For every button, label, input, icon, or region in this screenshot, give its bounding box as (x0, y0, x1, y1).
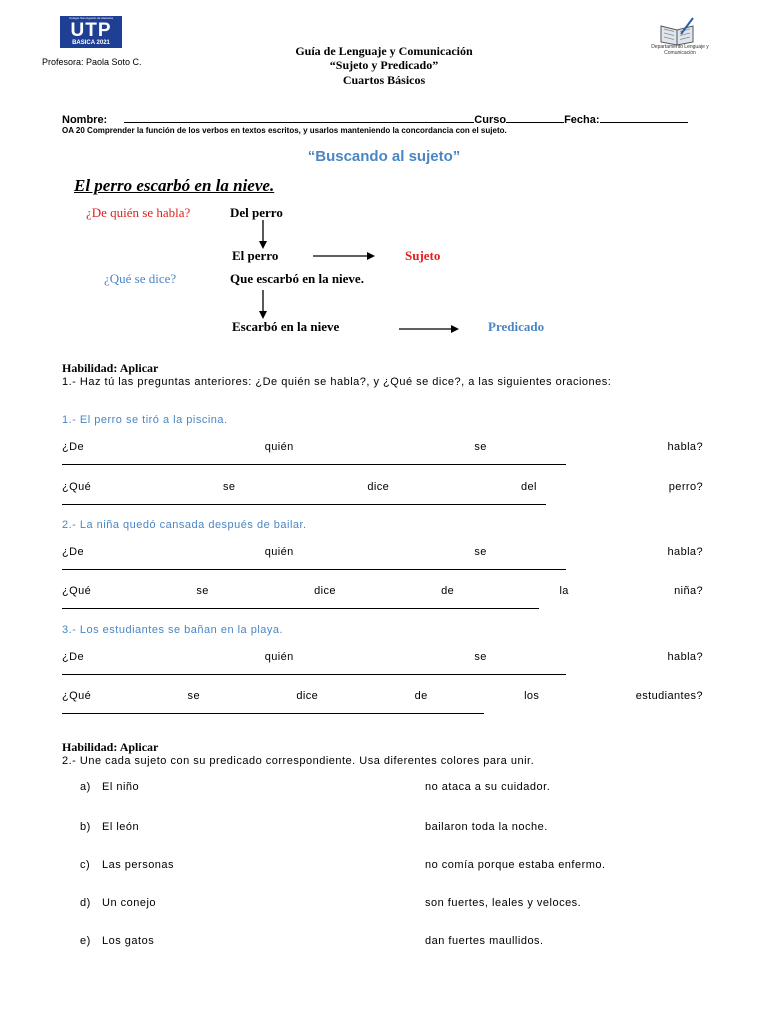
question-who: ¿De quién se habla? (86, 205, 191, 220)
word: ¿Qué (62, 690, 92, 702)
answer-what: Que escarbó en la nieve. (230, 271, 364, 286)
word: de (441, 585, 455, 597)
word: niña? (674, 585, 703, 597)
subject-text: Las personas (102, 859, 175, 871)
word: habla? (667, 441, 703, 453)
right-arrow-icon (313, 250, 377, 262)
word: ¿Qué (62, 481, 92, 493)
section2-instruction: 2.- Une cada sujeto con su predicado correspondiente. Usa diferentes colores para unir. (62, 755, 535, 767)
word: ¿Qué (62, 585, 92, 597)
question-what: ¿Qué se dice? (104, 271, 177, 286)
predicate-item-3[interactable]: no comía porque estaba enfermo. (425, 859, 606, 871)
word: se (196, 585, 209, 597)
sentence-2: 2.- La niña quedó cansada después de bailar. (62, 519, 307, 531)
curso-field[interactable] (506, 112, 564, 123)
word: habla? (667, 651, 703, 663)
nombre-label: Nombre: (62, 114, 108, 126)
guide-title: Guía de Lenguaje y Comunicación (295, 44, 473, 58)
subject-item-c[interactable] (80, 859, 174, 871)
section1-instruction: 1.- Haz tú las preguntas anteriores: ¿De quién se habla?, y ¿Qué se dice?, a las siguientes oraciones: (62, 376, 612, 388)
subject-item-b[interactable] (80, 821, 139, 833)
question-row-1a (62, 441, 703, 453)
sentence-1: 1.- El perro se tiró a la piscina. (62, 414, 228, 426)
word: ¿De (62, 651, 84, 663)
item-letter: c) (80, 859, 91, 871)
word: quién (264, 651, 294, 663)
section2-heading: Habilidad: Aplicar (62, 740, 159, 754)
word: se (474, 441, 487, 453)
answer-line[interactable] (62, 464, 566, 465)
word: del (521, 481, 537, 493)
down-arrow-icon (255, 220, 271, 250)
logo-name: UTP (70, 20, 112, 41)
answer-line[interactable] (62, 608, 539, 609)
curso-label: Curso (474, 114, 507, 126)
logo-tiny-text: Colegio San Agustín de Atacama (69, 16, 113, 20)
word: se (474, 546, 487, 558)
fecha-field[interactable] (600, 112, 688, 123)
answer-who: Del perro (230, 205, 283, 220)
guide-subtitle: “Sujeto y Predicado” (329, 58, 439, 72)
word: estudiantes? (635, 690, 703, 702)
question-row-3a (62, 651, 703, 663)
predicate-phrase: Escarbó en la nieve (232, 319, 340, 334)
word: se (474, 651, 487, 663)
subject-phrase: El perro (232, 248, 279, 263)
subject-text: Un conejo (102, 897, 157, 909)
answer-line[interactable] (62, 569, 566, 570)
answer-line[interactable] (62, 674, 566, 675)
word: quién (264, 441, 294, 453)
question-row-1b (62, 481, 703, 493)
subject-item-a[interactable] (80, 781, 139, 793)
item-letter: d) (80, 897, 91, 909)
guide-level: Cuartos Básicos (342, 73, 426, 87)
predicate-item-2[interactable]: bailaron toda la noche. (425, 821, 548, 833)
book-pen-icon (657, 16, 697, 46)
word: se (223, 481, 236, 493)
answer-line[interactable] (62, 504, 546, 505)
word: de (414, 690, 428, 702)
subject-item-d[interactable] (80, 897, 156, 909)
predicate-item-4[interactable]: son fuertes, leales y veloces. (425, 897, 582, 909)
student-info-row (62, 112, 704, 126)
word: dice (314, 585, 336, 597)
worksheet-title: “Buscando al sujeto” (307, 148, 461, 165)
answer-line[interactable] (62, 713, 484, 714)
subject-label: Sujeto (405, 248, 441, 263)
item-letter: b) (80, 821, 91, 833)
word: los (524, 690, 540, 702)
word: la (559, 585, 569, 597)
word: dice (296, 690, 319, 702)
word: se (187, 690, 200, 702)
subject-item-e[interactable] (80, 935, 154, 947)
subject-text: El niño (102, 781, 140, 793)
item-letter: a) (80, 781, 91, 793)
question-row-3b (62, 690, 703, 702)
word: quién (264, 546, 294, 558)
word: ¿De (62, 546, 84, 558)
predicate-item-1[interactable]: no ataca a su cuidador. (425, 781, 551, 793)
predicate-item-5[interactable]: dan fuertes maullidos. (425, 935, 544, 947)
predicate-label: Predicado (488, 319, 545, 334)
subject-text: El león (102, 821, 140, 833)
profesora-label: Profesora: Paola Soto C. (42, 57, 142, 67)
learning-objective: OA 20 Comprender la función de los verbos en textos escritos, y usarlos manteniendo la concordancia con el sujeto. (62, 126, 507, 135)
fecha-label: Fecha: (564, 114, 600, 126)
down-arrow-icon (255, 290, 271, 320)
word: ¿De (62, 441, 84, 453)
example-sentence: El perro escarbó en la nieve. (74, 176, 275, 195)
subject-text: Los gatos (102, 935, 155, 947)
logo-subtitle: BASICA 2021 (72, 40, 110, 46)
right-arrow-icon (399, 323, 463, 335)
word: dice (367, 481, 390, 493)
nombre-field[interactable] (124, 112, 474, 123)
question-row-2b (62, 585, 703, 597)
question-row-2a (62, 546, 703, 558)
sentence-3: 3.- Los estudiantes se bañan en la playa. (62, 624, 284, 636)
word: perro? (668, 481, 703, 493)
department-label: Departamento Lenguaje y Comunicación (651, 44, 709, 56)
item-letter: e) (80, 935, 91, 947)
section1-heading: Habilidad: Aplicar (62, 361, 159, 375)
word: habla? (667, 546, 703, 558)
